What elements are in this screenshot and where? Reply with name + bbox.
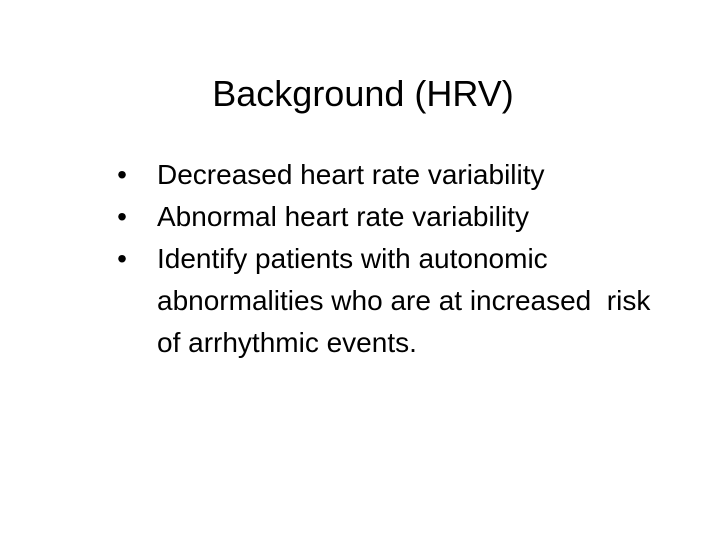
bullet-item bbox=[112, 196, 672, 238]
bullet-item bbox=[112, 154, 672, 196]
slide-title: Background (HRV) bbox=[212, 73, 514, 114]
bullet-list bbox=[112, 154, 672, 364]
bullet-icon: • bbox=[117, 159, 127, 190]
bullet-text: Decreased heart rate variability bbox=[157, 159, 545, 190]
bullet-icon: • bbox=[117, 243, 127, 274]
bullet-icon: • bbox=[117, 201, 127, 232]
bullet-text: Abnormal heart rate variability bbox=[157, 201, 529, 232]
bullet-text: Identify patients with autonomic abnormalities who are at increased risk of arrhythmic events. bbox=[157, 243, 659, 358]
bullet-item bbox=[112, 238, 672, 364]
